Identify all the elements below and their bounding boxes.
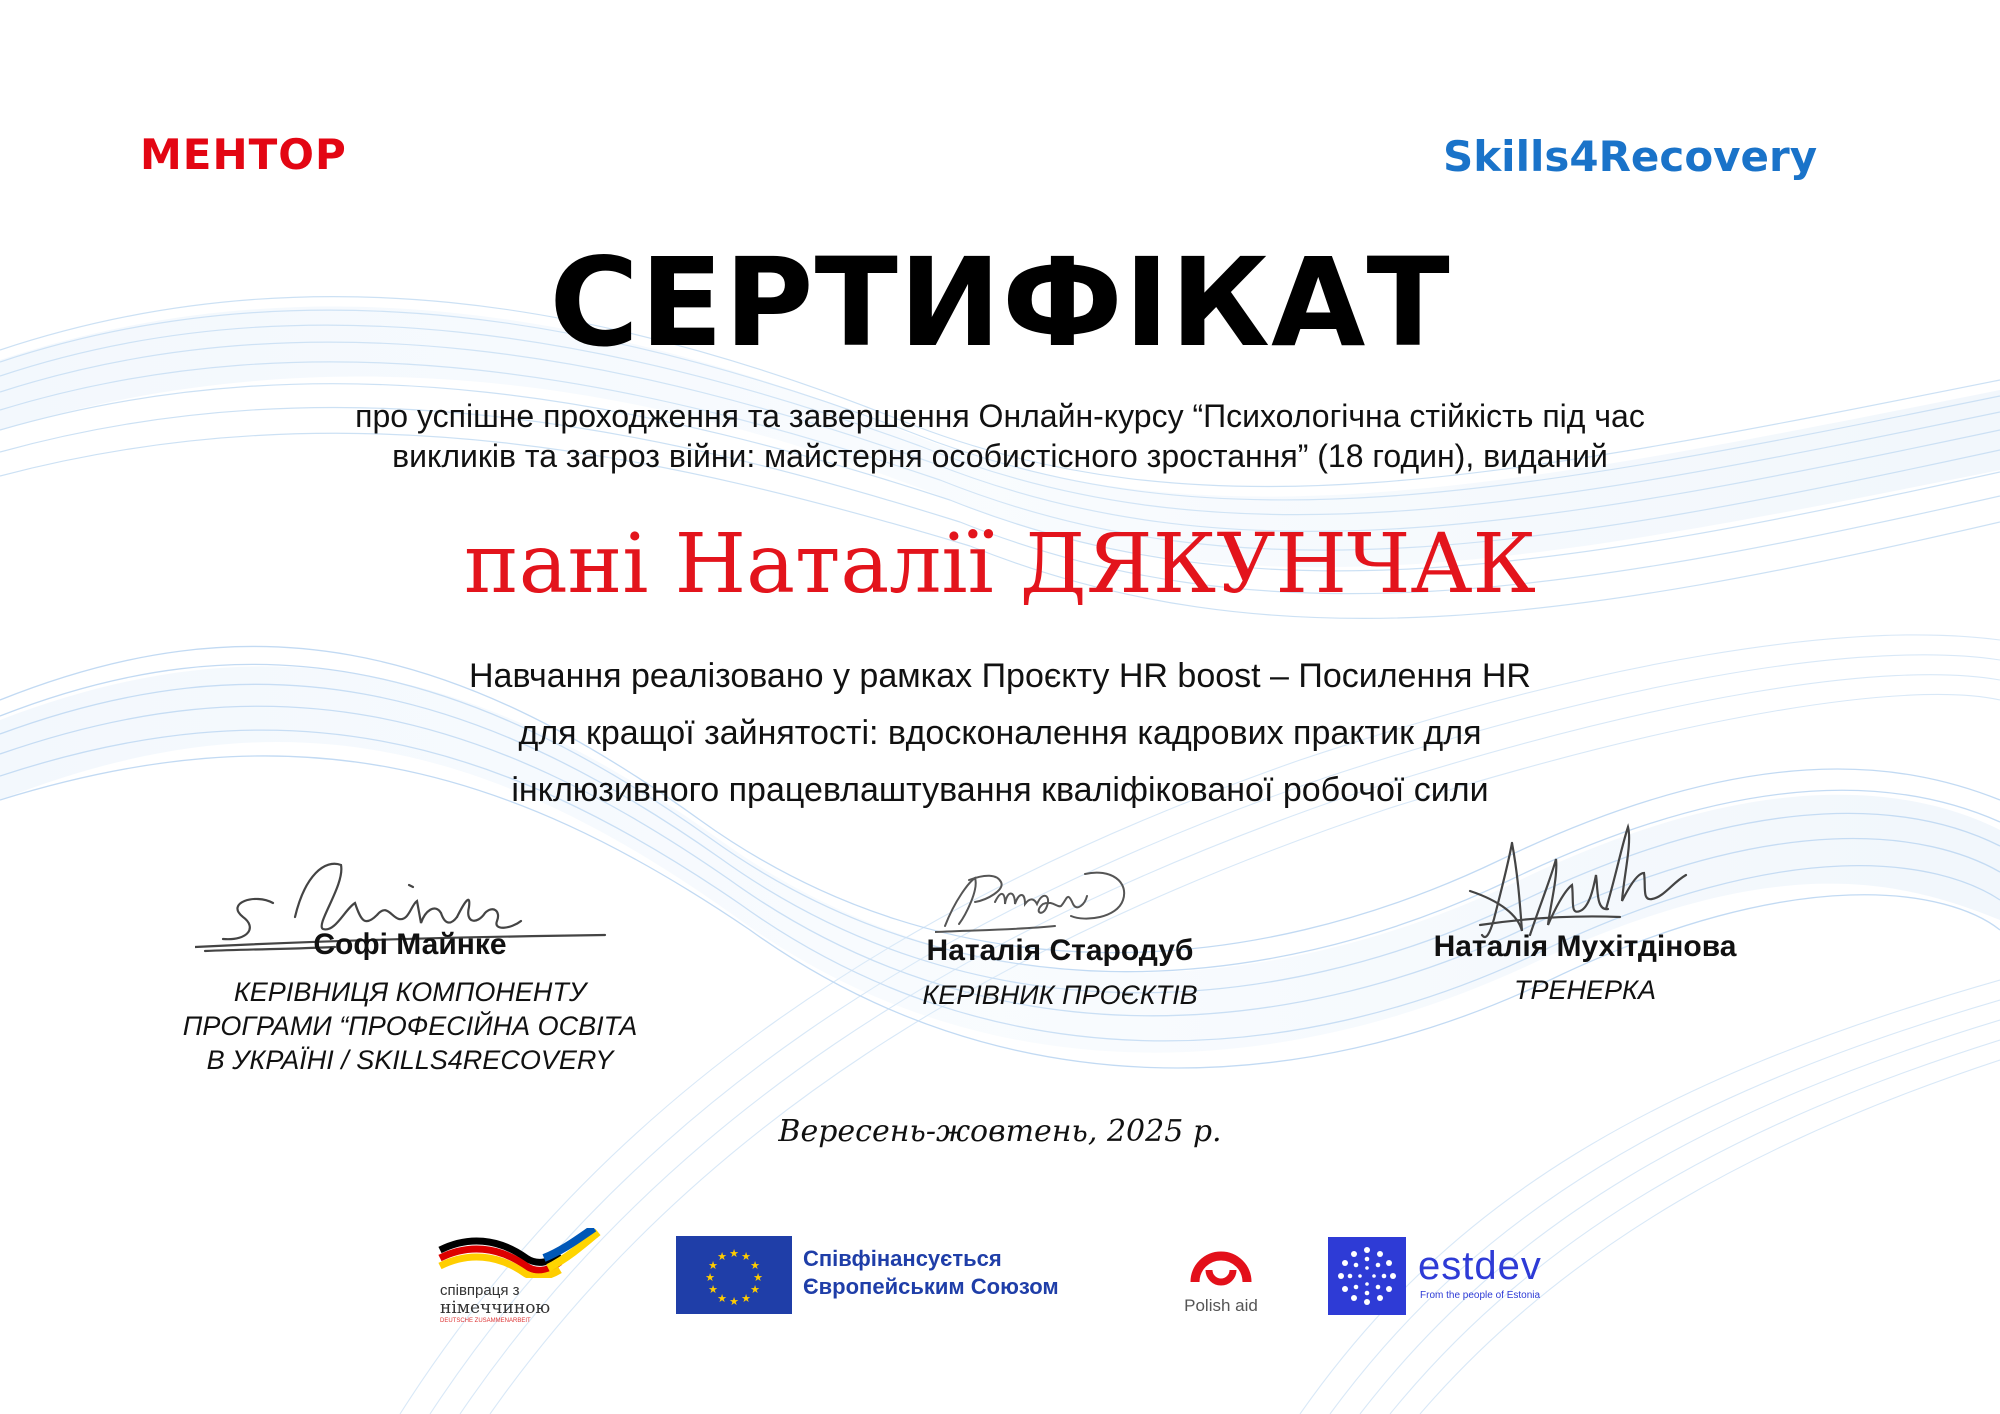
signatory-role (110, 975, 710, 1077)
polish-aid-text: Polish aid (1184, 1296, 1258, 1315)
eu-text-line: Європейським Союзом (803, 1274, 1059, 1299)
estdev-name: estdev (1418, 1244, 1542, 1288)
svg-text:★: ★ (705, 1271, 715, 1284)
role-line: ТРЕНЕРКА (1514, 975, 1656, 1005)
recipient-name: пані Наталії ДЯКУНЧАК (464, 517, 1536, 612)
certificate-description (0, 396, 2000, 476)
role-line: ПРОГРАМИ “ПРОФЕСІЙНА ОСВІТА (182, 1011, 638, 1041)
svg-text:★: ★ (717, 1250, 727, 1263)
svg-text:★: ★ (750, 1259, 760, 1272)
project-line: інклюзивного працевлаштування кваліфікованої робочої сили (511, 771, 1489, 809)
german-logo-line: німеччиною (440, 1298, 551, 1318)
project-description (0, 648, 2000, 819)
mentor-logo: МЕНТОР (140, 130, 347, 179)
eu-flag (676, 1236, 792, 1314)
project-line: для кращої зайнятості: вдосконалення кадрових практик для (518, 714, 1482, 752)
description-line: про успішне проходження та завершення Онлайн-курсу “Психологічна стійкість під час (355, 398, 1645, 434)
svg-text:★: ★ (741, 1292, 751, 1305)
signatory-name: Софі Майнке (313, 928, 507, 961)
eu-stars-icon (676, 1236, 792, 1314)
svg-text:★: ★ (753, 1271, 763, 1284)
svg-text:★: ★ (750, 1283, 760, 1296)
role-line: В УКРАЇНІ / SKILLS4RECOVERY (206, 1045, 614, 1075)
german-logo-line: співпраця з (440, 1282, 520, 1299)
svg-text:★: ★ (717, 1292, 727, 1305)
svg-text:★: ★ (708, 1283, 718, 1296)
certificate-title: СЕРТИФІКАТ (549, 232, 1451, 374)
polish-aid-logo (1166, 1230, 1276, 1320)
description-line: викликів та загроз війни: майстерня особистісного зростання” (18 годин), виданий (392, 438, 1608, 474)
signatory-name: Наталія Мухітдінова (1433, 930, 1737, 963)
svg-text:★: ★ (729, 1295, 739, 1308)
flag-wave-icon (438, 1228, 608, 1278)
signatory-role (1335, 973, 1835, 1007)
german-logo-line: DEUTSCHE ZUSAMMENARBEIT (440, 1318, 531, 1324)
polish-aid-icon (1181, 1230, 1261, 1292)
signature-starodub (935, 860, 1135, 940)
certificate-date: Вересень-жовтень, 2025 р. (778, 1114, 1222, 1149)
eu-cofinanced-text (803, 1245, 1059, 1301)
signatory-name: Наталія Стародуб (926, 934, 1194, 967)
estdev-tagline: From the people of Estonia (1420, 1290, 1541, 1301)
signatory-role (810, 978, 1310, 1012)
role-line: КЕРІВНИЦЯ КОМПОНЕНТУ (233, 977, 587, 1007)
estdev-dots-icon (1328, 1237, 1406, 1315)
project-line: Навчання реалізовано у рамках Проєкту HR boost – Посилення HR (468, 657, 1531, 695)
svg-text:★: ★ (741, 1250, 751, 1263)
german-cooperation-logo (438, 1228, 608, 1324)
estdev-mark (1328, 1237, 1406, 1315)
svg-text:★: ★ (708, 1259, 718, 1272)
eu-text-line: Співфінансується (803, 1246, 1002, 1271)
svg-text:★: ★ (729, 1247, 739, 1260)
role-line: КЕРІВНИК ПРОЄКТІВ (922, 980, 1198, 1010)
skills4recovery-logo: Skills4Recovery (1443, 132, 1818, 181)
